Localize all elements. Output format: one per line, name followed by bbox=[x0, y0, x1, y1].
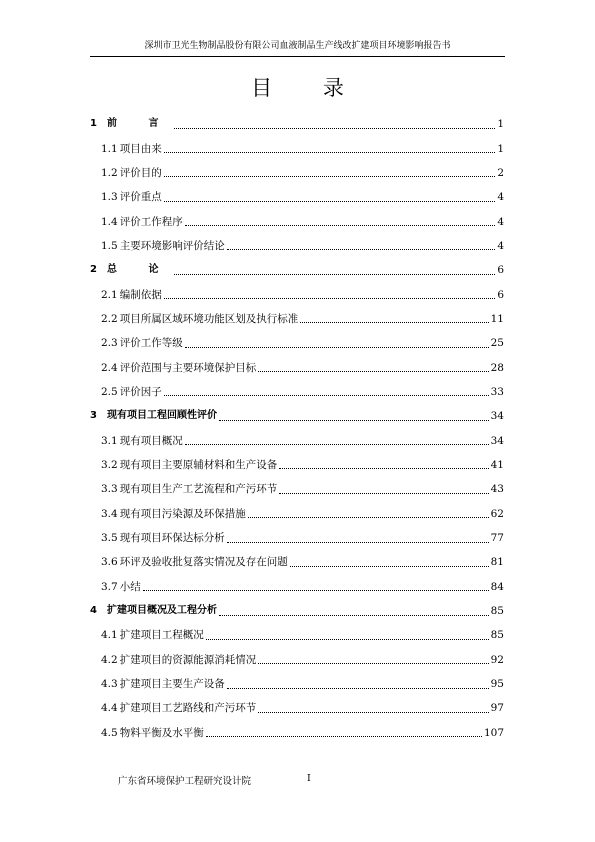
toc-entry-label: 评价目的 bbox=[119, 166, 162, 179]
toc-section-entry[interactable] bbox=[90, 453, 504, 477]
toc-entry-label: 评价工作程序 bbox=[119, 215, 183, 228]
toc-section-entry[interactable] bbox=[90, 526, 504, 550]
toc-entry-number: 4.5 bbox=[101, 726, 118, 739]
toc-entry-number: 1 bbox=[90, 118, 97, 130]
toc-entry-label: 评价重点 bbox=[119, 191, 162, 204]
toc-dot-leader bbox=[227, 249, 496, 250]
toc-chapter-entry[interactable] bbox=[90, 258, 504, 282]
toc-dot-leader bbox=[206, 639, 489, 640]
toc-dot-leader bbox=[143, 590, 489, 591]
toc-entry-number: 2 bbox=[90, 264, 97, 276]
toc-section-entry[interactable] bbox=[90, 136, 504, 160]
toc-entry-page: 95 bbox=[490, 678, 504, 691]
toc-entry-label: 物料平衡及水平衡 bbox=[119, 726, 204, 739]
toc-entry-label: 小结 bbox=[119, 580, 141, 593]
toc-entry-label: 主要环境影响评价结论 bbox=[119, 239, 225, 252]
toc-section-entry[interactable] bbox=[90, 575, 504, 599]
toc-dot-leader bbox=[164, 201, 496, 202]
toc-entry-page: 107 bbox=[483, 726, 504, 739]
toc-entry-number: 2.4 bbox=[101, 361, 118, 374]
toc-entry-page: 25 bbox=[490, 337, 504, 350]
toc-entry-page: 41 bbox=[490, 458, 504, 471]
toc-entry-page: 6 bbox=[497, 264, 504, 277]
toc-dot-leader bbox=[227, 542, 489, 543]
toc-entry-label: 前 言 bbox=[106, 118, 173, 130]
toc-entry-number: 3.4 bbox=[101, 507, 118, 520]
toc-entry-label: 扩建项目的资源能源消耗情况 bbox=[119, 653, 257, 666]
toc-entry-number: 2.1 bbox=[101, 288, 118, 301]
toc-section-entry[interactable] bbox=[90, 648, 504, 672]
toc-section-entry[interactable] bbox=[90, 209, 504, 233]
toc-section-entry[interactable] bbox=[90, 355, 504, 379]
toc-entry-number: 3.5 bbox=[101, 532, 118, 545]
toc-entry-number: 2.3 bbox=[101, 337, 118, 350]
toc-dot-leader bbox=[248, 517, 489, 518]
toc-dot-leader bbox=[185, 444, 489, 445]
toc-entry-label: 现有项目主要原辅材料和生产设备 bbox=[119, 458, 278, 471]
toc-entry-number: 3.1 bbox=[101, 434, 118, 447]
toc-entry-number: 3.7 bbox=[101, 580, 118, 593]
toc-entry-number: 1.4 bbox=[101, 215, 118, 228]
running-header: 深圳市卫光生物制品股份有限公司血液制品生产线改扩建项目环境影响报告书 bbox=[144, 41, 451, 51]
toc-entry-number: 4.1 bbox=[101, 629, 118, 642]
toc-section-entry[interactable] bbox=[90, 282, 504, 306]
toc-dot-leader bbox=[174, 128, 495, 129]
toc-entry-label: 现有项目污染源及环保措施 bbox=[119, 507, 246, 520]
toc-entry-page: 28 bbox=[490, 361, 504, 374]
toc-entry-page: 2 bbox=[497, 166, 504, 179]
toc-section-entry[interactable] bbox=[90, 234, 504, 258]
toc-entry-number: 2.5 bbox=[101, 385, 118, 398]
toc-entry-page: 77 bbox=[490, 532, 504, 545]
toc-dot-leader bbox=[279, 468, 488, 469]
toc-section-entry[interactable] bbox=[90, 307, 504, 331]
toc-entry-page: 4 bbox=[497, 191, 504, 204]
toc-entry-label: 扩建项目概况及工程分析 bbox=[106, 605, 217, 617]
toc-entry-number: 4.4 bbox=[101, 702, 118, 715]
toc-entry-page: 1 bbox=[497, 118, 504, 131]
toc-dot-leader bbox=[164, 176, 496, 177]
toc-dot-leader bbox=[174, 274, 495, 275]
toc-entry-page: 33 bbox=[490, 385, 504, 398]
toc-dot-leader bbox=[258, 371, 488, 372]
toc-entry-page: 92 bbox=[490, 653, 504, 666]
toc-entry-number: 1.1 bbox=[101, 142, 118, 155]
header-rule bbox=[90, 56, 505, 57]
toc-entry-page: 85 bbox=[490, 605, 504, 618]
toc-entry-label: 扩建项目工程概况 bbox=[119, 629, 204, 642]
toc-section-entry[interactable] bbox=[90, 477, 504, 501]
toc-entry-label: 现有项目生产工艺流程和产污环节 bbox=[119, 483, 278, 496]
toc-entry-number: 4.2 bbox=[101, 653, 118, 666]
toc-entry-label: 项目由来 bbox=[119, 142, 162, 155]
toc-entry-label: 总 论 bbox=[106, 264, 173, 276]
toc-dot-leader bbox=[219, 420, 489, 421]
toc-entry-number: 1.5 bbox=[101, 239, 118, 252]
toc-section-entry[interactable] bbox=[90, 331, 504, 355]
toc-dot-leader bbox=[164, 152, 496, 153]
toc-entry-page: 34 bbox=[490, 410, 504, 423]
toc-entry-number: 4 bbox=[90, 605, 97, 617]
toc-dot-leader bbox=[258, 663, 488, 664]
toc-dot-leader bbox=[164, 395, 489, 396]
toc-section-entry[interactable] bbox=[90, 696, 504, 720]
toc-chapter-entry[interactable] bbox=[90, 112, 504, 136]
toc-dot-leader bbox=[219, 615, 489, 616]
toc-entry-label: 扩建项目工艺路线和产污环节 bbox=[119, 702, 257, 715]
toc-dot-leader bbox=[300, 322, 488, 323]
toc-section-entry[interactable] bbox=[90, 185, 504, 209]
toc-section-entry[interactable] bbox=[90, 380, 504, 404]
toc-dot-leader bbox=[290, 566, 489, 567]
toc-section-entry[interactable] bbox=[90, 502, 504, 526]
toc-dot-leader bbox=[258, 712, 488, 713]
toc-entry-page: 81 bbox=[490, 556, 504, 569]
toc-dot-leader bbox=[185, 347, 489, 348]
toc-entry-page: 6 bbox=[497, 288, 504, 301]
toc-entry-number: 3.2 bbox=[101, 458, 118, 471]
toc-entry-label: 环评及验收批复落实情况及存在问题 bbox=[119, 556, 288, 569]
footer-page-number: I bbox=[307, 773, 311, 784]
toc-entry-label: 扩建项目主要生产设备 bbox=[119, 678, 225, 691]
toc-entry-number: 3.6 bbox=[101, 556, 118, 569]
toc-entry-number: 2.2 bbox=[101, 312, 118, 325]
toc-section-entry[interactable] bbox=[90, 721, 504, 745]
toc-section-entry[interactable] bbox=[90, 550, 504, 574]
toc-entry-page: 4 bbox=[497, 215, 504, 228]
toc-chapter-entry[interactable] bbox=[90, 404, 504, 428]
toc-dot-leader bbox=[279, 493, 488, 494]
table-of-contents bbox=[90, 112, 504, 745]
toc-entry-page: 62 bbox=[490, 507, 504, 520]
toc-entry-label: 编制依据 bbox=[119, 288, 162, 301]
toc-entry-label: 评价工作等级 bbox=[119, 337, 183, 350]
toc-entry-label: 评价因子 bbox=[119, 385, 162, 398]
toc-dot-leader bbox=[185, 225, 496, 226]
toc-section-entry[interactable] bbox=[90, 428, 504, 452]
toc-entry-number: 4.3 bbox=[101, 678, 118, 691]
toc-entry-page: 84 bbox=[490, 580, 504, 593]
toc-section-entry[interactable] bbox=[90, 672, 504, 696]
toc-entry-page: 34 bbox=[490, 434, 504, 447]
footer-organization: 广东省环境保护工程研究设计院 bbox=[118, 776, 252, 787]
toc-entry-page: 43 bbox=[490, 483, 504, 496]
toc-entry-number: 3.3 bbox=[101, 483, 118, 496]
toc-entry-page: 4 bbox=[497, 239, 504, 252]
toc-section-entry[interactable] bbox=[90, 623, 504, 647]
toc-entry-label: 现有项目概况 bbox=[119, 434, 183, 447]
toc-entry-page: 97 bbox=[490, 702, 504, 715]
toc-section-entry[interactable] bbox=[90, 161, 504, 185]
toc-dot-leader bbox=[164, 298, 496, 299]
page-title: 目 录 bbox=[251, 76, 366, 100]
toc-entry-number: 1.2 bbox=[101, 166, 118, 179]
toc-dot-leader bbox=[206, 736, 482, 737]
toc-entry-number: 1.3 bbox=[101, 191, 118, 204]
toc-chapter-entry[interactable] bbox=[90, 599, 504, 623]
toc-entry-page: 11 bbox=[490, 312, 504, 325]
toc-entry-label: 现有项目工程回顾性评价 bbox=[106, 410, 217, 422]
toc-entry-number: 3 bbox=[90, 410, 97, 422]
toc-entry-label: 项目所属区域环境功能区划及执行标准 bbox=[119, 312, 299, 325]
toc-entry-page: 85 bbox=[490, 629, 504, 642]
toc-entry-page: 1 bbox=[497, 142, 504, 155]
toc-entry-label: 现有项目环保达标分析 bbox=[119, 532, 225, 545]
toc-dot-leader bbox=[227, 688, 489, 689]
toc-entry-label: 评价范围与主要环境保护目标 bbox=[119, 361, 257, 374]
